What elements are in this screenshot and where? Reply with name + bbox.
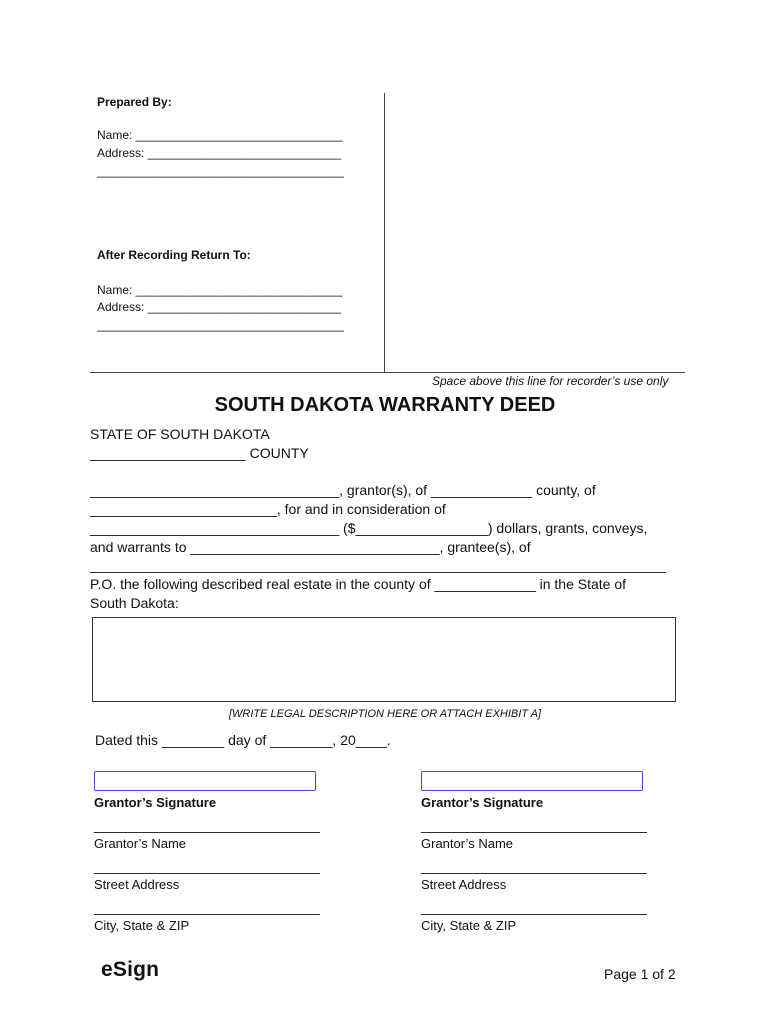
right-street-label: Street Address [421,877,507,892]
amount-line: ________________________________ ($_________________) dollars, grants, conveys, [90,520,648,536]
left-name-rule: _____________________________ [94,817,320,833]
recorder-space-divider [384,93,385,372]
recorder-use-note: Space above this line for recorder’s use only [432,374,669,388]
esign-logo: eSign [101,958,160,981]
left-street-rule: _____________________________ [94,858,320,874]
left-name-label: Grantor’s Name [94,836,186,851]
left-street-label: Street Address [94,877,180,892]
return-to-name-line: Name: _______________________________ [97,283,343,297]
return-to-blank-line: _____________________________________ [97,318,344,332]
prepared-by-heading: Prepared By: [97,95,172,109]
left-city-label: City, State & ZIP [94,918,190,933]
consideration-line: ________________________, for and in consideration of [90,501,446,517]
legal-description-box[interactable] [92,617,676,702]
prepared-by-blank-line: _____________________________________ [97,164,344,178]
state-line: STATE OF SOUTH DAKOTA [90,426,270,442]
return-to-address-line: Address: _____________________________ [97,300,342,314]
state-name-line: South Dakota: [90,595,179,611]
after-recording-heading: After Recording Return To: [97,248,251,262]
document-title: SOUTH DAKOTA WARRANTY DEED [214,394,556,416]
grantee-line: and warrants to ________________________________, grantee(s), of [90,539,531,555]
grantee-address-line: __________________________________________________________________________ [90,557,667,573]
prepared-by-name-line: Name: _______________________________ [97,128,343,142]
right-grantor-signature-field[interactable] [421,771,643,791]
prepared-by-address-line: Address: _____________________________ [97,146,342,160]
right-name-label: Grantor’s Name [421,836,513,851]
left-grantor-signature-field[interactable] [94,771,316,791]
dated-line: Dated this ________ day of ________, 20____. [95,732,391,748]
right-city-rule: _____________________________ [421,899,647,915]
page-number: Page 1 of 2 [604,966,676,982]
right-street-rule: _____________________________ [421,858,647,874]
left-city-rule: _____________________________ [94,899,320,915]
left-signature-label: Grantor’s Signature [94,795,217,810]
right-name-rule: _____________________________ [421,817,647,833]
right-signature-label: Grantor’s Signature [421,795,544,810]
real-estate-county-line: P.O. the following described real estate in the county of _____________ in the State of [90,576,627,592]
right-city-label: City, State & ZIP [421,918,517,933]
legal-description-caption: [WRITE LEGAL DESCRIPTION HERE OR ATTACH EXHIBIT A] [228,708,542,720]
county-line: ____________________ COUNTY [90,445,309,461]
grantor-line: ________________________________, grantor(s), of _____________ county, of [90,482,596,498]
recorder-space-baseline [90,372,685,373]
